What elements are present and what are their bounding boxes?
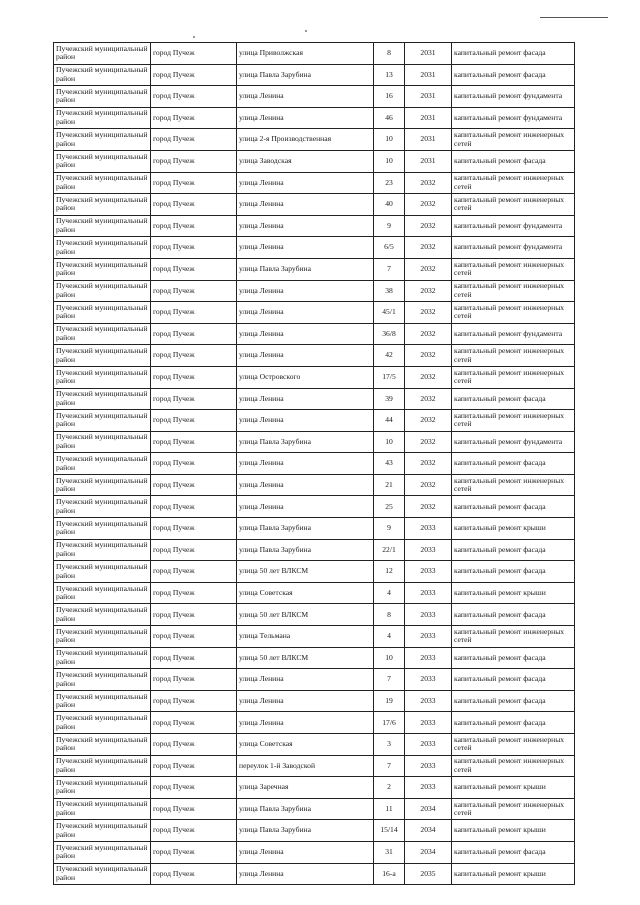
street-cell: улица Павла Зарубина — [237, 258, 374, 280]
house-number-cell: 17/6 — [374, 712, 405, 734]
house-number-cell: 8 — [374, 43, 405, 65]
table-row — [54, 129, 575, 151]
year-cell: 2032 — [405, 496, 452, 518]
street-cell: улица 2-я Производственная — [237, 129, 374, 151]
district-cell: Пучежский муниципальный район — [54, 280, 151, 302]
district-cell: Пучежский муниципальный район — [54, 150, 151, 172]
year-cell: 2031 — [405, 86, 452, 108]
house-number-cell: 11 — [374, 798, 405, 820]
table-row — [54, 366, 575, 388]
house-number-cell: 2 — [374, 777, 405, 799]
district-cell: Пучежский муниципальный район — [54, 107, 151, 129]
table-row — [54, 215, 575, 237]
street-cell: улица Ленина — [237, 194, 374, 216]
street-cell: улица Ленина — [237, 474, 374, 496]
city-cell: город Пучеж — [151, 604, 237, 626]
city-cell: город Пучеж — [151, 237, 237, 259]
district-cell: Пучежский муниципальный район — [54, 43, 151, 65]
house-number-cell: 19 — [374, 690, 405, 712]
table-row — [54, 323, 575, 345]
work-type-cell: капитальный ремонт фасада — [452, 64, 575, 86]
year-cell: 2034 — [405, 798, 452, 820]
city-cell: город Пучеж — [151, 561, 237, 583]
city-cell: город Пучеж — [151, 626, 237, 648]
city-cell: город Пучеж — [151, 755, 237, 777]
work-type-cell: капитальный ремонт фасада — [452, 561, 575, 583]
street-cell: улица Тельмана — [237, 626, 374, 648]
work-type-cell: капитальный ремонт фасада — [452, 150, 575, 172]
street-cell: улица Ленина — [237, 215, 374, 237]
table-row — [54, 453, 575, 475]
table-row — [54, 388, 575, 410]
house-number-cell: 39 — [374, 388, 405, 410]
house-number-cell: 12 — [374, 561, 405, 583]
house-number-cell: 44 — [374, 410, 405, 432]
year-cell: 2032 — [405, 215, 452, 237]
year-cell: 2033 — [405, 626, 452, 648]
street-cell: улица Ленина — [237, 863, 374, 885]
street-cell: улица Приволжская — [237, 43, 374, 65]
city-cell: город Пучеж — [151, 863, 237, 885]
district-cell: Пучежский муниципальный район — [54, 215, 151, 237]
house-number-cell: 9 — [374, 518, 405, 540]
table-row — [54, 518, 575, 540]
city-cell: город Пучеж — [151, 841, 237, 863]
work-type-cell: капитальный ремонт инженерных сетей — [452, 366, 575, 388]
year-cell: 2031 — [405, 64, 452, 86]
city-cell: город Пучеж — [151, 734, 237, 756]
scan-speck — [305, 30, 307, 32]
work-type-cell: капитальный ремонт инженерных сетей — [452, 345, 575, 367]
work-type-cell: капитальный ремонт инженерных сетей — [452, 302, 575, 324]
table-row — [54, 582, 575, 604]
district-cell: Пучежский муниципальный район — [54, 712, 151, 734]
district-cell: Пучежский муниципальный район — [54, 798, 151, 820]
city-cell: город Пучеж — [151, 345, 237, 367]
street-cell: улица Павла Зарубина — [237, 798, 374, 820]
work-type-cell: капитальный ремонт фундамента — [452, 86, 575, 108]
work-type-cell: капитальный ремонт крыши — [452, 582, 575, 604]
year-cell: 2033 — [405, 518, 452, 540]
year-cell: 2033 — [405, 561, 452, 583]
table-row — [54, 258, 575, 280]
city-cell: город Пучеж — [151, 43, 237, 65]
work-type-cell: капитальный ремонт инженерных сетей — [452, 474, 575, 496]
house-number-cell: 16-а — [374, 863, 405, 885]
year-cell: 2032 — [405, 410, 452, 432]
table-row — [54, 712, 575, 734]
year-cell: 2032 — [405, 323, 452, 345]
year-cell: 2032 — [405, 172, 452, 194]
work-type-cell: капитальный ремонт фундамента — [452, 215, 575, 237]
year-cell: 2032 — [405, 453, 452, 475]
house-number-cell: 22/1 — [374, 539, 405, 561]
work-type-cell: капитальный ремонт фасада — [452, 496, 575, 518]
house-number-cell: 13 — [374, 64, 405, 86]
district-cell: Пучежский муниципальный район — [54, 366, 151, 388]
street-cell: улица Ленина — [237, 712, 374, 734]
table-row — [54, 280, 575, 302]
street-cell: улица Ленина — [237, 323, 374, 345]
street-cell: улица Ленина — [237, 841, 374, 863]
street-cell: переулок 1-й Заводской — [237, 755, 374, 777]
house-number-cell: 9 — [374, 215, 405, 237]
city-cell: город Пучеж — [151, 582, 237, 604]
house-number-cell: 21 — [374, 474, 405, 496]
table-row — [54, 820, 575, 842]
table-row — [54, 539, 575, 561]
house-number-cell: 6/5 — [374, 237, 405, 259]
street-cell: улица 50 лет ВЛКСМ — [237, 647, 374, 669]
street-cell: улица Советская — [237, 582, 374, 604]
house-number-cell: 40 — [374, 194, 405, 216]
house-number-cell: 16 — [374, 86, 405, 108]
table-row — [54, 496, 575, 518]
table-row — [54, 431, 575, 453]
year-cell: 2032 — [405, 194, 452, 216]
district-cell: Пучежский муниципальный район — [54, 129, 151, 151]
street-cell: улица Павла Зарубина — [237, 820, 374, 842]
house-number-cell: 45/1 — [374, 302, 405, 324]
house-number-cell: 10 — [374, 129, 405, 151]
district-cell: Пучежский муниципальный район — [54, 64, 151, 86]
city-cell: город Пучеж — [151, 474, 237, 496]
work-type-cell: капитальный ремонт фундамента — [452, 237, 575, 259]
house-number-cell: 7 — [374, 755, 405, 777]
street-cell: улица Ленина — [237, 669, 374, 691]
district-cell: Пучежский муниципальный район — [54, 345, 151, 367]
district-cell: Пучежский муниципальный район — [54, 734, 151, 756]
district-cell: Пучежский муниципальный район — [54, 604, 151, 626]
year-cell: 2032 — [405, 258, 452, 280]
house-number-cell: 46 — [374, 107, 405, 129]
table-row — [54, 604, 575, 626]
city-cell: город Пучеж — [151, 150, 237, 172]
district-cell: Пучежский муниципальный район — [54, 453, 151, 475]
house-number-cell: 4 — [374, 626, 405, 648]
city-cell: город Пучеж — [151, 712, 237, 734]
street-cell: улица Павла Зарубина — [237, 518, 374, 540]
district-cell: Пучежский муниципальный район — [54, 777, 151, 799]
house-number-cell: 15/14 — [374, 820, 405, 842]
work-type-cell: капитальный ремонт крыши — [452, 518, 575, 540]
city-cell: город Пучеж — [151, 86, 237, 108]
table-row — [54, 690, 575, 712]
work-type-cell: капитальный ремонт фасада — [452, 669, 575, 691]
repair-schedule-table — [53, 42, 575, 885]
table-row — [54, 647, 575, 669]
scan-speck — [193, 36, 195, 38]
district-cell: Пучежский муниципальный район — [54, 690, 151, 712]
district-cell: Пучежский муниципальный район — [54, 841, 151, 863]
district-cell: Пучежский муниципальный район — [54, 496, 151, 518]
table-row — [54, 64, 575, 86]
work-type-cell: капитальный ремонт инженерных сетей — [452, 280, 575, 302]
house-number-cell: 36/8 — [374, 323, 405, 345]
city-cell: город Пучеж — [151, 366, 237, 388]
street-cell: улица Павла Зарубина — [237, 64, 374, 86]
street-cell: улица Ленина — [237, 86, 374, 108]
district-cell: Пучежский муниципальный район — [54, 518, 151, 540]
city-cell: город Пучеж — [151, 323, 237, 345]
city-cell: город Пучеж — [151, 302, 237, 324]
year-cell: 2031 — [405, 150, 452, 172]
district-cell: Пучежский муниципальный район — [54, 194, 151, 216]
street-cell: улица Заводская — [237, 150, 374, 172]
year-cell: 2033 — [405, 604, 452, 626]
year-cell: 2034 — [405, 841, 452, 863]
table-row — [54, 474, 575, 496]
year-cell: 2031 — [405, 129, 452, 151]
district-cell: Пучежский муниципальный район — [54, 582, 151, 604]
table-body — [54, 43, 575, 885]
city-cell: город Пучеж — [151, 194, 237, 216]
city-cell: город Пучеж — [151, 215, 237, 237]
city-cell: город Пучеж — [151, 258, 237, 280]
street-cell: улица Ленина — [237, 302, 374, 324]
street-cell: улица Ленина — [237, 410, 374, 432]
house-number-cell: 31 — [374, 841, 405, 863]
district-cell: Пучежский муниципальный район — [54, 474, 151, 496]
city-cell: город Пучеж — [151, 518, 237, 540]
district-cell: Пучежский муниципальный район — [54, 323, 151, 345]
work-type-cell: капитальный ремонт фасада — [452, 712, 575, 734]
year-cell: 2033 — [405, 669, 452, 691]
house-number-cell: 25 — [374, 496, 405, 518]
year-cell: 2033 — [405, 734, 452, 756]
house-number-cell: 4 — [374, 582, 405, 604]
year-cell: 2032 — [405, 345, 452, 367]
city-cell: город Пучеж — [151, 410, 237, 432]
work-type-cell: капитальный ремонт инженерных сетей — [452, 798, 575, 820]
city-cell: город Пучеж — [151, 280, 237, 302]
city-cell: город Пучеж — [151, 539, 237, 561]
work-type-cell: капитальный ремонт фасада — [452, 539, 575, 561]
district-cell: Пучежский муниципальный район — [54, 669, 151, 691]
street-cell: улица 50 лет ВЛКСМ — [237, 561, 374, 583]
work-type-cell: капитальный ремонт фасада — [452, 647, 575, 669]
table-row — [54, 302, 575, 324]
work-type-cell: капитальный ремонт инженерных сетей — [452, 194, 575, 216]
year-cell: 2033 — [405, 690, 452, 712]
work-type-cell: капитальный ремонт фасада — [452, 690, 575, 712]
table-row — [54, 86, 575, 108]
district-cell: Пучежский муниципальный район — [54, 755, 151, 777]
year-cell: 2033 — [405, 712, 452, 734]
district-cell: Пучежский муниципальный район — [54, 172, 151, 194]
table-row — [54, 43, 575, 65]
house-number-cell: 17/5 — [374, 366, 405, 388]
table-row — [54, 345, 575, 367]
city-cell: город Пучеж — [151, 496, 237, 518]
street-cell: улица Ленина — [237, 237, 374, 259]
district-cell: Пучежский муниципальный район — [54, 237, 151, 259]
work-type-cell: капитальный ремонт крыши — [452, 820, 575, 842]
table-row — [54, 626, 575, 648]
house-number-cell: 23 — [374, 172, 405, 194]
work-type-cell: капитальный ремонт фасада — [452, 453, 575, 475]
city-cell: город Пучеж — [151, 453, 237, 475]
work-type-cell: капитальный ремонт инженерных сетей — [452, 626, 575, 648]
table-row — [54, 841, 575, 863]
district-cell: Пучежский муниципальный район — [54, 820, 151, 842]
city-cell: город Пучеж — [151, 431, 237, 453]
house-number-cell: 7 — [374, 669, 405, 691]
house-number-cell: 43 — [374, 453, 405, 475]
year-cell: 2033 — [405, 539, 452, 561]
house-number-cell: 38 — [374, 280, 405, 302]
table-row — [54, 172, 575, 194]
district-cell: Пучежский муниципальный район — [54, 302, 151, 324]
year-cell: 2034 — [405, 820, 452, 842]
district-cell: Пучежский муниципальный район — [54, 647, 151, 669]
house-number-cell: 10 — [374, 150, 405, 172]
city-cell: город Пучеж — [151, 798, 237, 820]
work-type-cell: капитальный ремонт инженерных сетей — [452, 410, 575, 432]
year-cell: 2033 — [405, 777, 452, 799]
city-cell: город Пучеж — [151, 172, 237, 194]
year-cell: 2031 — [405, 107, 452, 129]
city-cell: город Пучеж — [151, 64, 237, 86]
table-row — [54, 734, 575, 756]
year-cell: 2032 — [405, 366, 452, 388]
year-cell: 2031 — [405, 43, 452, 65]
year-cell: 2032 — [405, 388, 452, 410]
year-cell: 2032 — [405, 237, 452, 259]
table-row — [54, 669, 575, 691]
work-type-cell: капитальный ремонт инженерных сетей — [452, 129, 575, 151]
year-cell: 2035 — [405, 863, 452, 885]
year-cell: 2033 — [405, 647, 452, 669]
district-cell: Пучежский муниципальный район — [54, 431, 151, 453]
year-cell: 2032 — [405, 280, 452, 302]
street-cell: улица Ленина — [237, 453, 374, 475]
work-type-cell: капитальный ремонт фасада — [452, 841, 575, 863]
street-cell: улица Павла Зарубина — [237, 539, 374, 561]
street-cell: улица Ленина — [237, 388, 374, 410]
street-cell: улица Ленина — [237, 496, 374, 518]
table-row — [54, 798, 575, 820]
work-type-cell: капитальный ремонт инженерных сетей — [452, 258, 575, 280]
work-type-cell: капитальный ремонт фасада — [452, 388, 575, 410]
year-cell: 2032 — [405, 431, 452, 453]
city-cell: город Пучеж — [151, 129, 237, 151]
city-cell: город Пучеж — [151, 647, 237, 669]
work-type-cell: капитальный ремонт фасада — [452, 604, 575, 626]
city-cell: город Пучеж — [151, 388, 237, 410]
scan-mark-line — [540, 17, 608, 18]
street-cell: улица Ленина — [237, 172, 374, 194]
city-cell: город Пучеж — [151, 690, 237, 712]
year-cell: 2032 — [405, 302, 452, 324]
house-number-cell: 10 — [374, 647, 405, 669]
house-number-cell: 10 — [374, 431, 405, 453]
district-cell: Пучежский муниципальный район — [54, 410, 151, 432]
house-number-cell: 42 — [374, 345, 405, 367]
work-type-cell: капитальный ремонт инженерных сетей — [452, 734, 575, 756]
table-row — [54, 237, 575, 259]
work-type-cell: капитальный ремонт инженерных сетей — [452, 172, 575, 194]
district-cell: Пучежский муниципальный район — [54, 86, 151, 108]
street-cell: улица Павла Зарубина — [237, 431, 374, 453]
city-cell: город Пучеж — [151, 107, 237, 129]
street-cell: улица 50 лет ВЛКСМ — [237, 604, 374, 626]
district-cell: Пучежский муниципальный район — [54, 863, 151, 885]
city-cell: город Пучеж — [151, 820, 237, 842]
district-cell: Пучежский муниципальный район — [54, 258, 151, 280]
street-cell: улица Ленина — [237, 107, 374, 129]
year-cell: 2033 — [405, 755, 452, 777]
street-cell: улица Заречная — [237, 777, 374, 799]
work-type-cell: капитальный ремонт фундамента — [452, 323, 575, 345]
table-row — [54, 410, 575, 432]
work-type-cell: капитальный ремонт крыши — [452, 777, 575, 799]
work-type-cell: капитальный ремонт крыши — [452, 863, 575, 885]
street-cell: улица Советская — [237, 734, 374, 756]
table-row — [54, 755, 575, 777]
district-cell: Пучежский муниципальный район — [54, 539, 151, 561]
street-cell: улица Островского — [237, 366, 374, 388]
table-row — [54, 863, 575, 885]
table-row — [54, 150, 575, 172]
house-number-cell: 8 — [374, 604, 405, 626]
city-cell: город Пучеж — [151, 669, 237, 691]
district-cell: Пучежский муниципальный район — [54, 626, 151, 648]
year-cell: 2033 — [405, 582, 452, 604]
work-type-cell: капитальный ремонт фундамента — [452, 107, 575, 129]
city-cell: город Пучеж — [151, 777, 237, 799]
table-row — [54, 107, 575, 129]
year-cell: 2032 — [405, 474, 452, 496]
work-type-cell: капитальный ремонт инженерных сетей — [452, 755, 575, 777]
house-number-cell: 7 — [374, 258, 405, 280]
district-cell: Пучежский муниципальный район — [54, 388, 151, 410]
table-row — [54, 561, 575, 583]
district-cell: Пучежский муниципальный район — [54, 561, 151, 583]
table-row — [54, 777, 575, 799]
street-cell: улица Ленина — [237, 690, 374, 712]
street-cell: улица Ленина — [237, 280, 374, 302]
work-type-cell: капитальный ремонт фасада — [452, 43, 575, 65]
street-cell: улица Ленина — [237, 345, 374, 367]
table-row — [54, 194, 575, 216]
work-type-cell: капитальный ремонт фундамента — [452, 431, 575, 453]
house-number-cell: 3 — [374, 734, 405, 756]
